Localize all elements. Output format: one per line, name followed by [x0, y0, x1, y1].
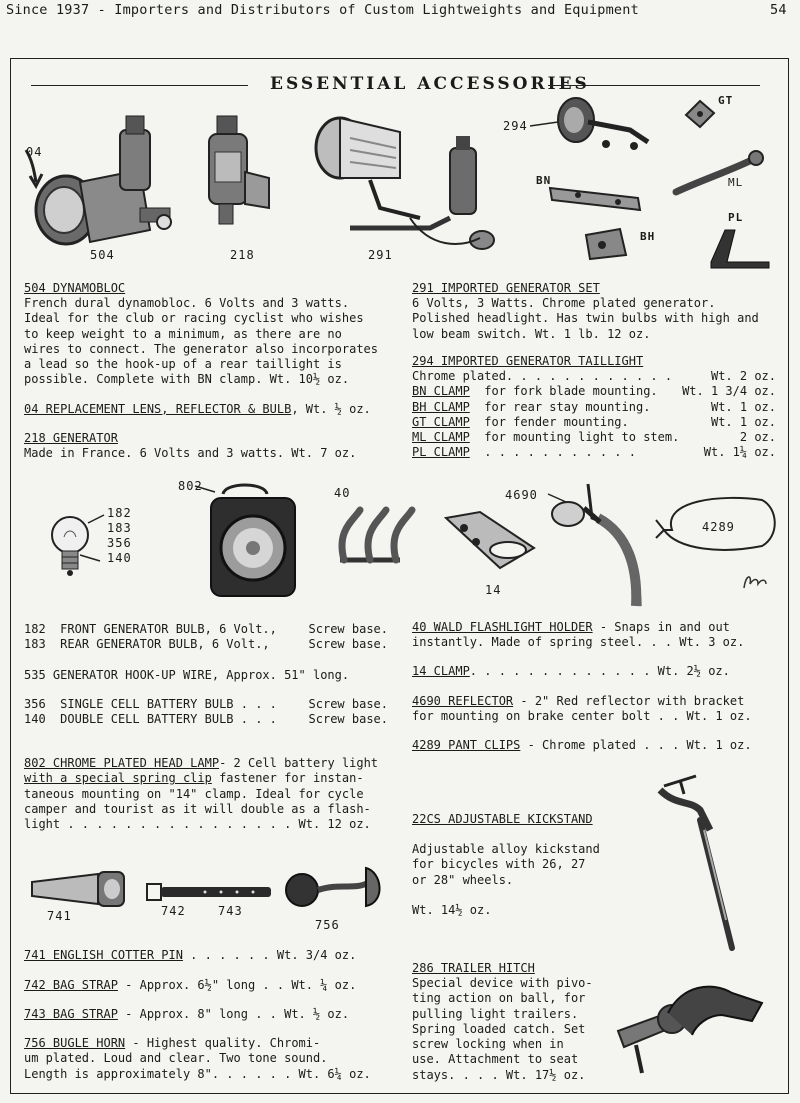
kickstand-line: or 28" wheels.	[412, 872, 514, 887]
label-ml: ML	[728, 176, 744, 189]
bulb-base: Screw base.	[308, 712, 388, 727]
clamp-weight: Wt. 1¼ oz.	[703, 445, 776, 460]
clamp-code: Chrome plated. . . . . . . . . . . .	[412, 369, 673, 383]
bulb-desc: REAR GENERATOR BULB, 6 Volt.,	[60, 637, 270, 652]
label-742: 742	[161, 904, 186, 918]
dynamobloc-line: French dural dynamobloc. 6 Volts and 3 watts.	[24, 296, 350, 310]
set291-line: Polished headlight. Has twin bulbs with high and	[412, 311, 759, 326]
bulb-number: 140	[24, 712, 46, 727]
title-rule-left	[31, 85, 248, 86]
clamp-weight: Wt. 1 oz.	[710, 399, 776, 414]
bulb-number: 356	[24, 697, 46, 711]
lens-heading: 04 REPLACEMENT LENS, REFLECTOR & BULB	[24, 402, 292, 416]
list-item	[24, 697, 388, 712]
reflector-heading: 4690 REFLECTOR	[412, 694, 514, 708]
headlamp-line: light . . . . . . . . . . . . . . . . Wt. 12 oz.	[24, 817, 371, 832]
hitch-line: ting action on ball, for	[412, 991, 586, 1006]
label-4289: 4289	[702, 520, 735, 534]
dynamobloc-line: a lead so the hook-up of a rear taillight is	[24, 357, 342, 372]
signature-mark	[740, 570, 772, 594]
dynamobloc-line: Ideal for the club or racing cyclist who wishes	[24, 311, 364, 326]
list-item	[24, 712, 388, 727]
horn-line: Length is approximately 8". . . . . . Wt. 6¼ oz.	[24, 1066, 371, 1081]
page-header-text: Since 1937 - Importers and Distributors of Custom Lightweights and Equipment	[6, 2, 639, 18]
set291-line: 6 Volts, 3 Watts. Chrome plated generator.	[412, 296, 716, 310]
hitch-line: pulling light trailers.	[412, 1006, 579, 1021]
clamp-desc: for rear stay mounting.	[484, 399, 651, 414]
dynamobloc-heading: 504 DYNAMOBLOC	[24, 281, 126, 295]
hitch-line: use. Attachment to seat	[412, 1052, 579, 1067]
label-756: 756	[315, 918, 340, 932]
dynamobloc-line: to keep weight to a minimum, as there are no	[24, 326, 342, 341]
cotter-item	[24, 948, 356, 963]
cotter-pin-741-illustration	[28, 868, 128, 912]
kickstand-body	[412, 842, 600, 888]
page-title: ESSENTIAL ACCESSORIES	[270, 74, 590, 94]
label-291: 291	[368, 248, 393, 262]
label-743: 743	[218, 904, 243, 918]
clamp-weight: Wt. 2 oz.	[710, 369, 776, 383]
bh-clamp-illustration	[580, 225, 640, 265]
clamp-row	[412, 400, 776, 415]
strap743-line: - Approx. 8" long . . Wt. ½ oz.	[117, 1007, 350, 1021]
label-pl: PL	[728, 211, 744, 224]
clamp-desc: . . . . . . . . . . .	[484, 445, 636, 460]
label-140: 140	[107, 551, 132, 565]
cotter-heading: 741 ENGLISH COTTER PIN	[24, 948, 183, 962]
bulb-base: Screw base.	[308, 637, 388, 652]
holder40-line: instantly. Made of spring steel. . . Wt. 3 oz.	[412, 635, 745, 650]
bn-clamp-illustration	[548, 178, 648, 218]
label-504: 504	[90, 248, 115, 262]
strap742-heading: 742 BAG STRAP	[24, 978, 118, 992]
pl-clamp-illustration	[705, 222, 775, 272]
title-rule-right	[548, 85, 760, 86]
trailer-hitch-illustration	[612, 975, 772, 1075]
holder40-heading: 40 WALD FLASHLIGHT HOLDER	[412, 620, 593, 634]
bag-strap-illustration	[145, 880, 275, 906]
bulb-base: Screw base.	[308, 697, 388, 711]
label-40: 40	[334, 486, 351, 500]
clamp-row	[412, 445, 776, 460]
horn-heading: 756 BUGLE HORN	[24, 1036, 126, 1050]
clamp-row	[412, 384, 776, 399]
hitch-line: stays. . . . Wt. 17½ oz.	[412, 1067, 586, 1082]
kickstand-line: Adjustable alloy kickstand	[412, 842, 600, 856]
headlamp-802-block	[24, 756, 378, 832]
pant-line: - Chrome plated . . . Wt. 1 oz.	[520, 738, 752, 752]
bulb-base: Screw base.	[308, 622, 388, 636]
clamp-desc: for fender mounting.	[484, 414, 629, 429]
clamp-code: ML CLAMP	[412, 430, 470, 445]
label-bh: BH	[640, 230, 656, 243]
bulb-labels	[107, 506, 132, 566]
hookup-wire: 535 GENERATOR HOOK-UP WIRE, Approx. 51" long.	[24, 668, 350, 682]
headlamp-line: camper and tourist as it will double as a flash-	[24, 801, 371, 816]
label-gt: GT	[718, 94, 734, 107]
page-number: 54	[770, 2, 787, 18]
clamp-row	[412, 415, 776, 430]
taillight294-heading: 294 IMPORTED GENERATOR TAILLIGHT	[412, 354, 644, 368]
clamp14-item	[412, 664, 730, 679]
strap743-item	[24, 1007, 349, 1022]
bulb-desc: FRONT GENERATOR BULB, 6 Volt.,	[60, 622, 277, 636]
horn-line: - Highest quality. Chromi-	[125, 1036, 321, 1050]
kickstand-weight: Wt. 14½ oz.	[412, 903, 492, 917]
ml-clamp-illustration	[672, 150, 767, 200]
clamp-weight: Wt. 1 3/4 oz.	[682, 384, 776, 399]
label-4690: 4690	[505, 488, 538, 502]
clamp-weight: Wt. 1 oz.	[710, 414, 776, 429]
clamp-row	[412, 369, 776, 384]
kickstand-line: for bicycles with 26, 27	[412, 857, 586, 872]
bulb-desc: DOUBLE CELL BATTERY BULB . . .	[60, 712, 277, 727]
reflector-line: - 2" Red reflector with bracket	[513, 694, 745, 708]
head-lamp-802-illustration	[195, 482, 310, 600]
dynamobloc-line: possible. Complete with BN clamp. Wt. 10½ oz.	[24, 372, 350, 387]
clamp-desc: for mounting light to stem.	[484, 430, 680, 445]
clamp-row	[412, 430, 776, 445]
bugle-horn-756-illustration	[282, 862, 392, 914]
dynamobloc-illustration	[20, 110, 180, 260]
bulb-desc: SINGLE CELL BATTERY BULB . . .	[60, 697, 277, 711]
headlamp-line: - 2 Cell battery light	[219, 756, 379, 770]
label-294: 294	[503, 119, 528, 133]
hitch-body	[412, 976, 593, 1083]
horn-block	[24, 1036, 371, 1082]
reflector-block	[412, 694, 752, 725]
clamp-code: BH CLAMP	[412, 399, 470, 414]
list-item	[24, 622, 388, 637]
taillight-294-illustration	[530, 92, 655, 162]
reflector-line: for mounting on brake center bolt . . Wt. 1 oz.	[412, 709, 752, 724]
generator-218-illustration	[195, 112, 275, 242]
bulb-number: 182	[24, 622, 46, 636]
clamp-code: BN CLAMP	[412, 384, 470, 399]
hitch-line: screw locking when in	[412, 1037, 564, 1052]
generator-line: Made in France. 6 Volts and 3 watts. Wt. 7 oz.	[24, 446, 357, 460]
set291-heading: 291 IMPORTED GENERATOR SET	[412, 281, 600, 295]
clamp-code: PL CLAMP	[412, 445, 470, 460]
hitch-line: Spring loaded catch. Set	[412, 1021, 586, 1036]
generator-bulbs-list	[24, 622, 388, 653]
label-741: 741	[47, 909, 72, 923]
headlamp-line: taneous mounting on "14" clamp. Ideal for cycle	[24, 786, 364, 801]
label-14: 14	[485, 583, 502, 597]
list-item	[24, 637, 388, 652]
horn-line: um plated. Loud and clear. Two tone sound.	[24, 1051, 328, 1066]
generator-heading: 218 GENERATOR	[24, 431, 118, 445]
holder40-block	[412, 620, 744, 651]
clamp-14-illustration	[440, 508, 540, 583]
clamp14-heading: 14 CLAMP	[412, 664, 470, 678]
hitch-line: Special device with pivo-	[412, 976, 593, 990]
set291-line: low beam switch. Wt. 1 lb. 12 oz.	[412, 326, 651, 341]
clamp-weight: 2 oz.	[739, 430, 776, 445]
bulb-number: 183	[24, 637, 46, 652]
label-218: 218	[230, 248, 255, 262]
clamp-list	[412, 369, 776, 461]
bulbs-illustration	[40, 505, 150, 590]
label-356: 356	[107, 536, 132, 550]
flashlight-holder-40-illustration	[330, 490, 425, 575]
headlamp-line: with a special spring clip	[24, 771, 212, 786]
label-183: 183	[107, 521, 132, 535]
dynamobloc-line: wires to connect. The generator also incorporates	[24, 341, 379, 356]
strap742-item	[24, 978, 356, 993]
set291-body	[412, 296, 759, 342]
strap743-heading: 743 BAG STRAP	[24, 1007, 118, 1021]
clamp14-weight: . . . . . . . . . . . . . Wt. 2½ oz.	[469, 664, 730, 678]
battery-bulbs-list	[24, 697, 388, 728]
headlamp-heading: 802 CHROME PLATED HEAD LAMP	[24, 756, 220, 770]
label-182: 182	[107, 506, 132, 520]
lens-weight: , Wt. ½ oz.	[291, 402, 371, 416]
cotter-weight: . . . . . . Wt. 3/4 oz.	[182, 948, 357, 962]
holder40-line: - Snaps in and out	[592, 620, 730, 634]
clamp-desc: for fork blade mounting.	[484, 384, 658, 399]
reflector-4690-illustration	[548, 478, 643, 608]
kickstand-illustration	[640, 770, 750, 955]
clamp-code: GT CLAMP	[412, 414, 470, 429]
label-802: 802	[178, 479, 203, 493]
strap742-line: - Approx. 6½" long . . Wt. ¼ oz.	[117, 978, 357, 992]
label-bn: BN	[536, 174, 552, 187]
kickstand-heading: 22CS ADJUSTABLE KICKSTAND	[412, 812, 593, 826]
pant-clips-item	[412, 738, 752, 753]
generator-set-291-illustration	[310, 108, 500, 258]
headlamp-line: fastener for instan-	[211, 771, 364, 786]
pant-heading: 4289 PANT CLIPS	[412, 738, 521, 752]
hitch-heading: 286 TRAILER HITCH	[412, 961, 535, 975]
dynamobloc-body	[24, 296, 389, 388]
lens-item	[24, 402, 371, 417]
label-04: 04	[26, 145, 43, 159]
